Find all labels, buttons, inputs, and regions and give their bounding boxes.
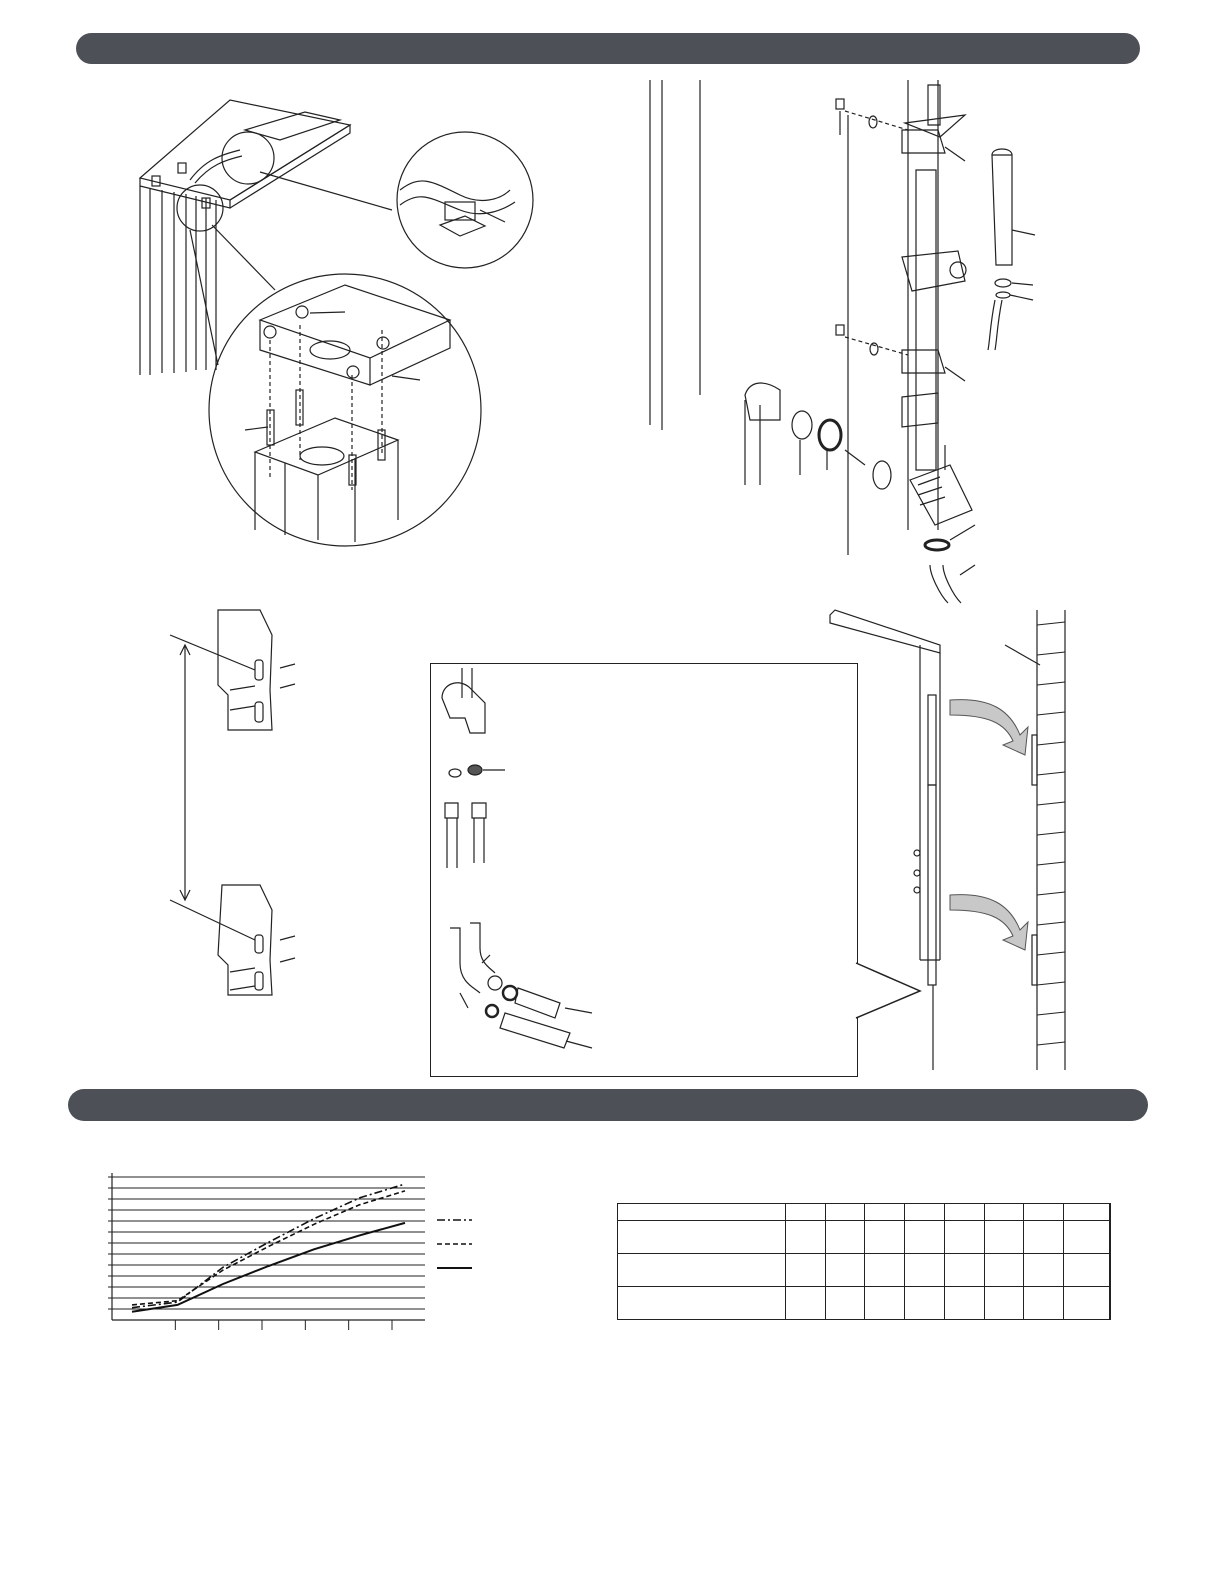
table-cell	[905, 1254, 945, 1287]
table-cell	[825, 1254, 865, 1287]
chart-series-line-dashed	[132, 1191, 405, 1305]
table-row	[618, 1221, 1111, 1254]
table-cell	[984, 1287, 1024, 1320]
table-cell	[786, 1254, 826, 1287]
table-cell	[944, 1221, 984, 1254]
chart-legend	[437, 1220, 472, 1268]
table-cell	[1064, 1254, 1110, 1287]
panel-hanging-figure	[825, 605, 1085, 1075]
table-cell	[825, 1287, 865, 1320]
table-cell	[1024, 1287, 1064, 1320]
performance-section-bar	[68, 1089, 1148, 1121]
table-cell	[984, 1204, 1024, 1221]
table-cell	[1064, 1204, 1110, 1221]
table-row	[618, 1254, 1111, 1287]
table-cell	[1064, 1287, 1110, 1320]
flow-rate-table	[617, 1203, 1111, 1320]
table-cell	[1024, 1254, 1064, 1287]
flow-rate-chart	[100, 1165, 500, 1355]
valve-body-assembly-figure	[130, 80, 570, 550]
table-cell	[905, 1287, 945, 1320]
table-row-label-cell	[618, 1221, 786, 1254]
table-cell	[944, 1254, 984, 1287]
table-cell	[984, 1221, 1024, 1254]
chart-grid	[112, 1177, 425, 1309]
table-row	[618, 1287, 1111, 1320]
table-cell	[1024, 1204, 1064, 1221]
table-cell	[1064, 1221, 1110, 1254]
table-cell	[865, 1221, 905, 1254]
table-cell	[944, 1204, 984, 1221]
table-cell	[825, 1204, 865, 1221]
table-cell	[825, 1221, 865, 1254]
table-cell	[905, 1204, 945, 1221]
table-cell	[944, 1287, 984, 1320]
table-row-label-cell	[618, 1254, 786, 1287]
table-cell	[786, 1287, 826, 1320]
installation-section-bar	[76, 33, 1140, 64]
chart-axes	[108, 1173, 425, 1330]
table-cell	[786, 1221, 826, 1254]
wall-bracket-figure	[160, 600, 310, 1020]
table-cell	[865, 1254, 905, 1287]
slide-bar-exploded-figure	[640, 75, 1060, 605]
table-row-label-cell	[618, 1287, 786, 1320]
table-cell	[786, 1204, 826, 1221]
table-row-label-cell	[618, 1204, 786, 1221]
table-cell	[1024, 1221, 1064, 1254]
table-header-row	[618, 1204, 1111, 1221]
table-cell	[865, 1204, 905, 1221]
table-cell	[905, 1221, 945, 1254]
table-cell	[865, 1287, 905, 1320]
chart-series	[132, 1184, 405, 1312]
table-cell	[984, 1254, 1024, 1287]
